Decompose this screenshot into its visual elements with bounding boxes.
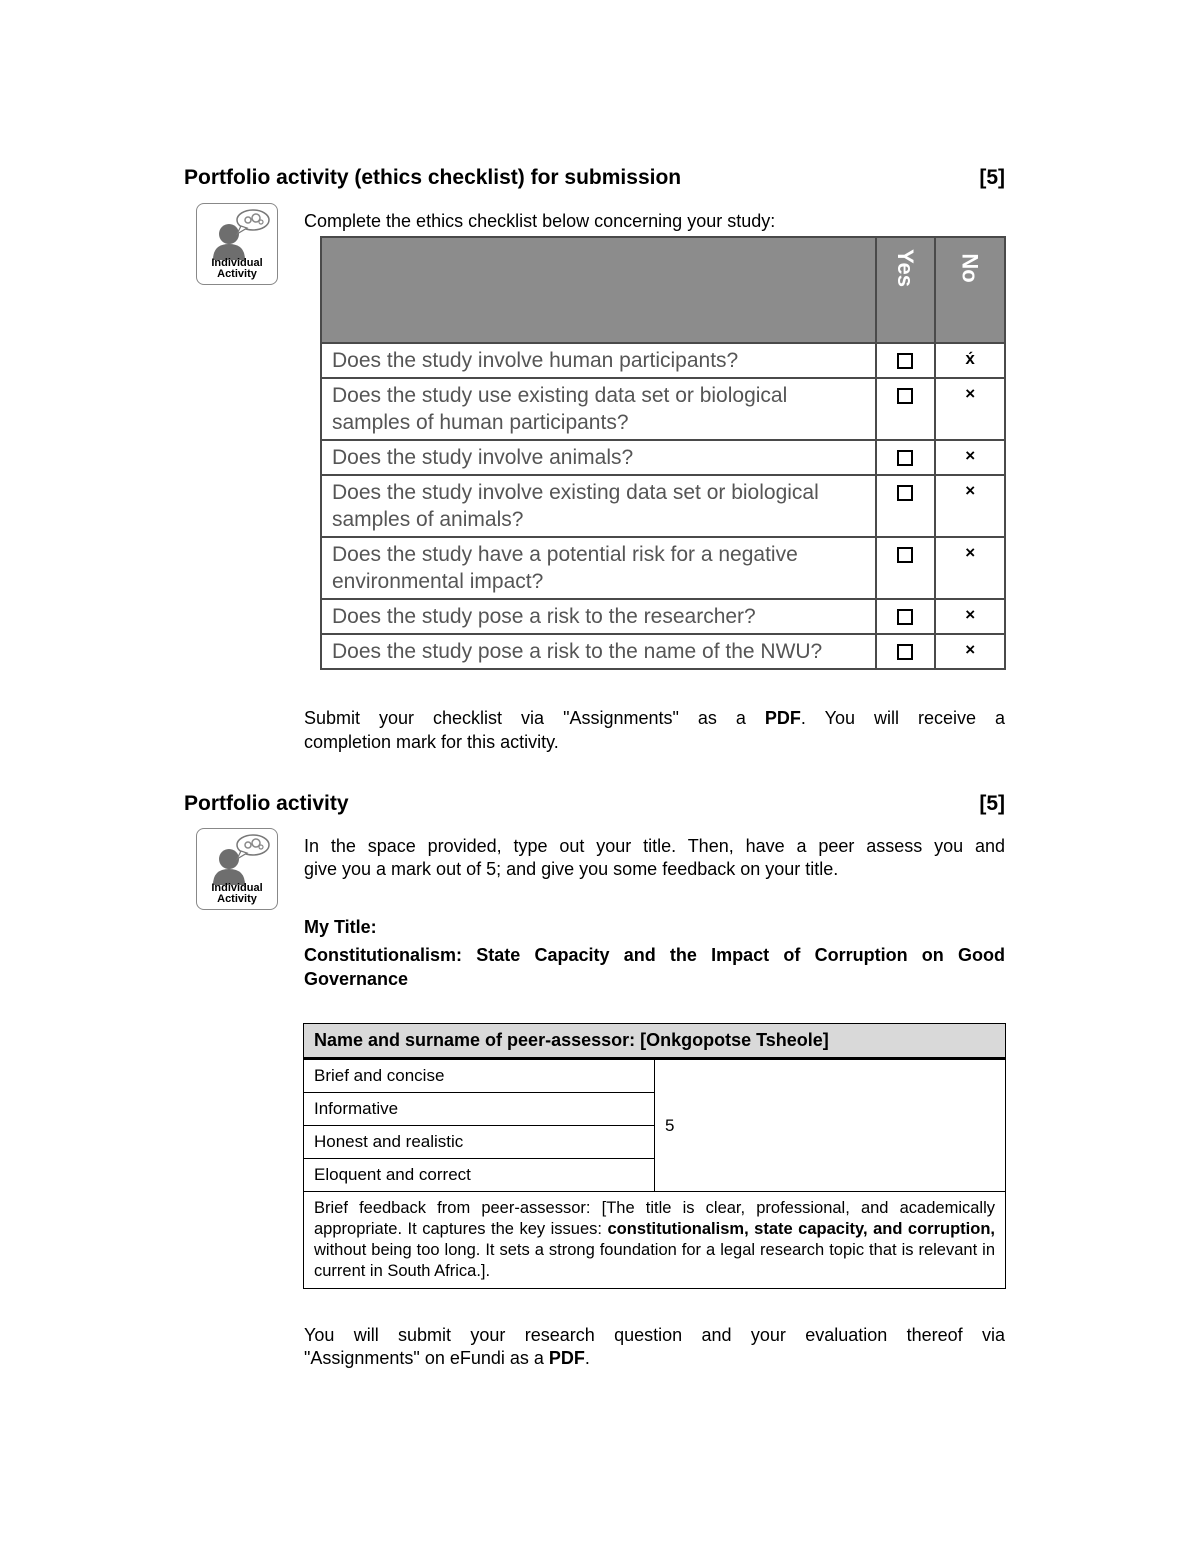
table-row: [321, 475, 1005, 537]
section1-mark: [5]: [979, 166, 1005, 189]
no-mark[interactable]: ×: [935, 475, 1005, 537]
table-row: [304, 1059, 1006, 1093]
section1-title: Portfolio activity (ethics checklist) for submission: [184, 166, 682, 189]
individual-activity-icon: [196, 828, 278, 910]
final-instructions-line1: You will submit your research question and your evaluation thereof via: [304, 1325, 1005, 1345]
yes-checkbox[interactable]: [897, 450, 913, 466]
instructions-line1: In the space provided, type out your title. Then, have a peer assess you and: [304, 836, 1005, 856]
criterion: Brief and concise: [304, 1059, 655, 1093]
criterion: Informative: [304, 1093, 655, 1126]
table-row: [321, 634, 1005, 669]
score-value[interactable]: 5: [655, 1059, 1006, 1192]
no-mark[interactable]: ×: [935, 634, 1005, 669]
icon-label: Individual Activity: [211, 257, 263, 280]
section2-title: Portfolio activity: [184, 792, 349, 815]
no-mark[interactable]: ×: [935, 599, 1005, 634]
no-mark[interactable]: ×: [935, 537, 1005, 599]
question: Does the study involve existing data set or biological samples of animals?: [321, 475, 876, 537]
criterion: Eloquent and correct: [304, 1159, 655, 1192]
instructions-line2: give you a mark out of 5; and give you some feedback on your title.: [304, 859, 839, 879]
peer-assessment-table: [303, 1023, 1006, 1289]
no-mark[interactable]: x́: [935, 343, 1005, 378]
column-yes: Yes: [876, 237, 936, 343]
yes-checkbox[interactable]: [897, 644, 913, 660]
checklist-intro: Complete the ethics checklist below concerning your study:: [304, 211, 776, 231]
individual-activity-icon: [196, 203, 278, 285]
peer-feedback[interactable]: Brief feedback from peer-assessor: [The title is clear, professional, and academically appropriate. It captures the key issues: constitutionalism, state capacity, and corruption, without being too long. It sets a strong foundation for a legal research topic that is relevant in current in South Africa.].: [304, 1192, 1006, 1289]
question: Does the study involve human participants?: [321, 343, 876, 378]
question: Does the study involve animals?: [321, 440, 876, 475]
ethics-checklist-table: [320, 236, 1006, 670]
criterion: Honest and realistic: [304, 1126, 655, 1159]
table-row: [321, 599, 1005, 634]
question: Does the study have a potential risk for a negative environmental impact?: [321, 537, 876, 599]
title-text-line2: Governance: [304, 969, 409, 989]
yes-checkbox[interactable]: [897, 547, 913, 563]
final-instructions-line2: "Assignments" on eFundi as a PDF.: [304, 1348, 590, 1368]
table-row: [321, 537, 1005, 599]
table-header-row: [321, 237, 1005, 343]
column-no: No: [935, 237, 1005, 343]
submit-instructions-line2: completion mark for this activity.: [304, 732, 559, 752]
person-speech-icon: [203, 208, 271, 260]
question: Does the study use existing data set or biological samples of human participants?: [321, 378, 876, 440]
table-row: [321, 440, 1005, 475]
yes-checkbox[interactable]: [897, 388, 913, 404]
no-mark[interactable]: ×: [935, 440, 1005, 475]
yes-checkbox[interactable]: [897, 353, 913, 369]
yes-checkbox[interactable]: [897, 485, 913, 501]
yes-checkbox[interactable]: [897, 609, 913, 625]
header-blank: [321, 237, 876, 343]
question: Does the study pose a risk to the researcher?: [321, 599, 876, 634]
peer-assessor-name: Name and surname of peer-assessor: [Onkgopotse Tsheole]: [304, 1024, 1006, 1059]
table-row: [321, 378, 1005, 440]
no-mark[interactable]: ×: [935, 378, 1005, 440]
table-row: [321, 343, 1005, 378]
my-title-label: My Title:: [304, 917, 377, 937]
question: Does the study pose a risk to the name of the NWU?: [321, 634, 876, 669]
submit-instructions-line1: Submit your checklist via "Assignments" as a PDF. You will receive a: [304, 708, 1006, 728]
section2-mark: [5]: [979, 792, 1005, 815]
icon-label: Individual Activity: [211, 882, 263, 905]
title-text-line1: Constitutionalism: State Capacity and the Impact of Corruption on Good: [304, 945, 1005, 965]
person-speech-icon: [203, 833, 271, 885]
